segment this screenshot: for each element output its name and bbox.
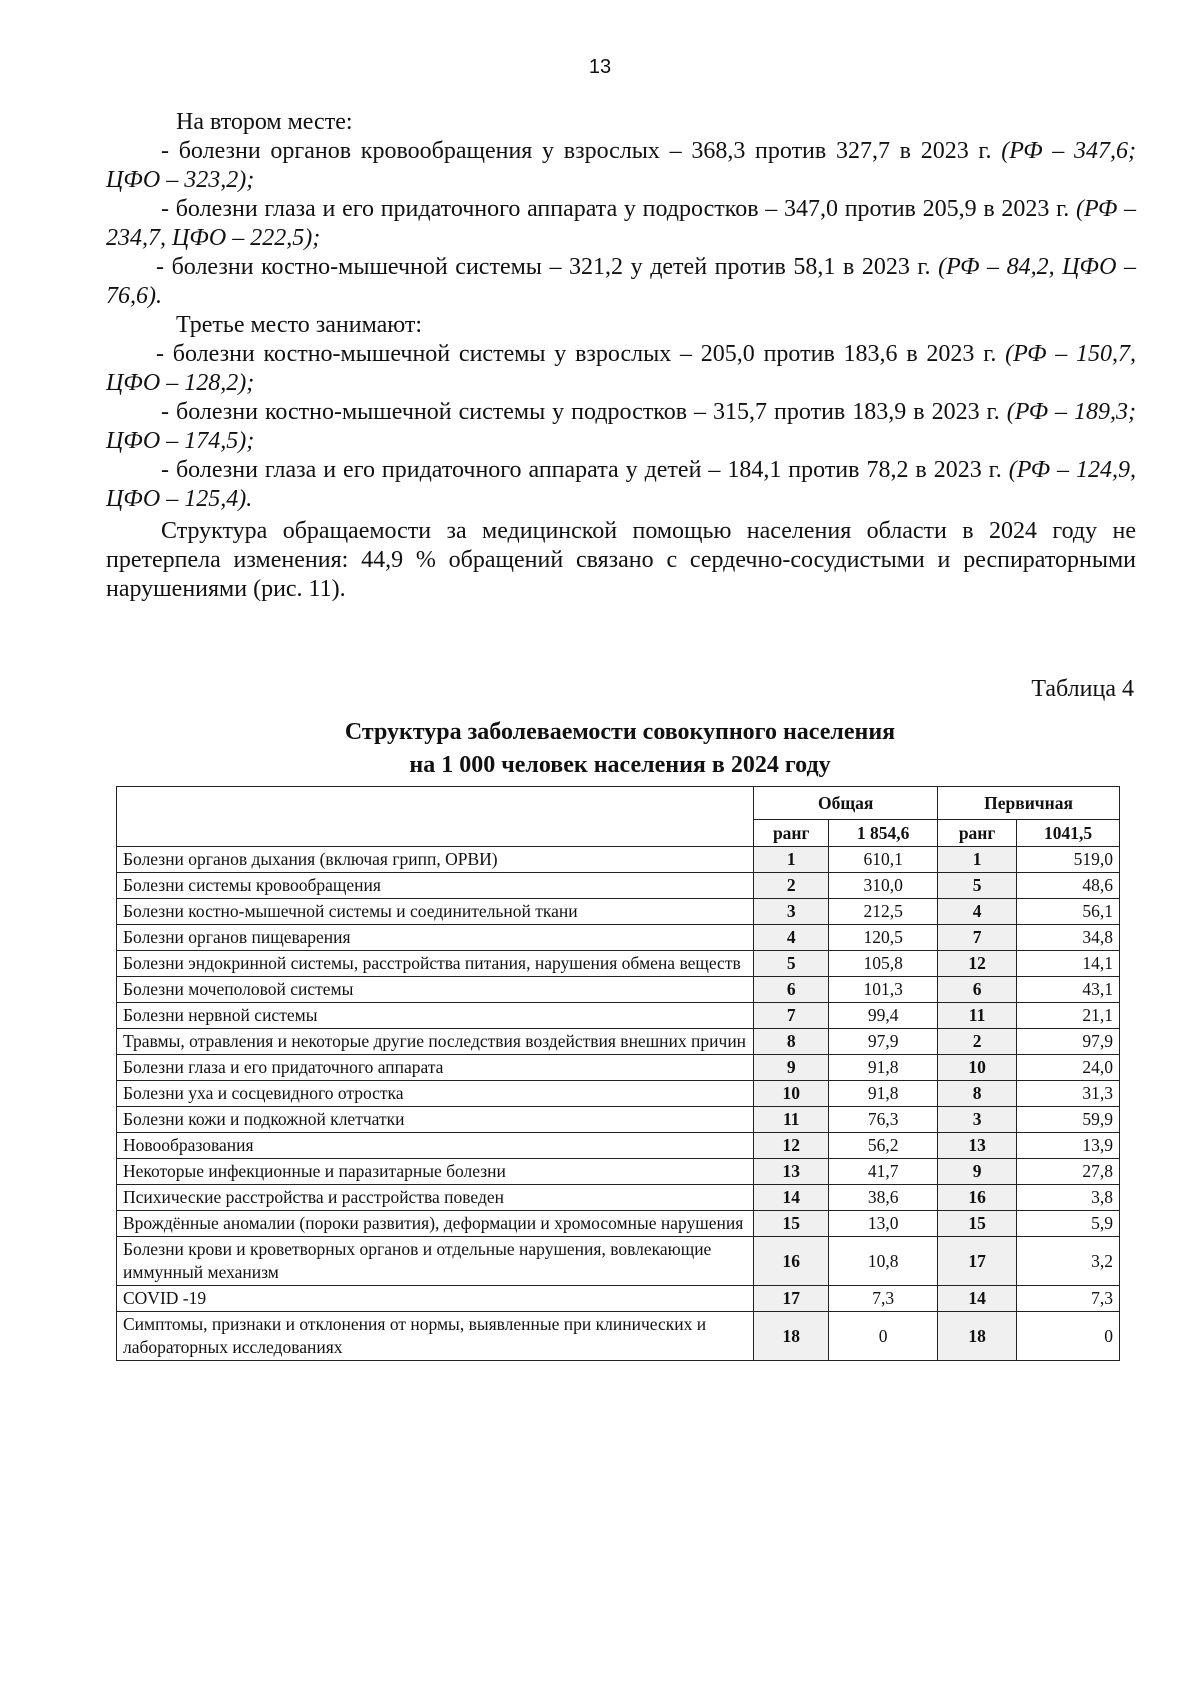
header-primary: Первичная xyxy=(938,787,1120,820)
cell-value-general: 13,0 xyxy=(829,1211,938,1237)
table-row xyxy=(117,1055,1120,1081)
table-row xyxy=(117,1107,1120,1133)
item-comparison: (РФ – 84,2, ЦФО – 76,6). xyxy=(106,254,1136,309)
table-row xyxy=(117,1185,1120,1211)
cell-disease-name: Болезни мочеполовой системы xyxy=(117,977,754,1003)
cell-rank-general: 6 xyxy=(754,977,829,1003)
table-body xyxy=(117,847,1120,1361)
cell-rank-primary: 12 xyxy=(938,951,1017,977)
cell-value-primary: 48,6 xyxy=(1017,873,1120,899)
cell-rank-primary: 11 xyxy=(938,1003,1017,1029)
table-row xyxy=(117,873,1120,899)
cell-value-general: 76,3 xyxy=(829,1107,938,1133)
cell-rank-primary: 3 xyxy=(938,1107,1017,1133)
cell-rank-general: 10 xyxy=(754,1081,829,1107)
item-text: - болезни глаза и его придаточного аппарата у подростков – 347,0 против 205,9 в 2023 г. xyxy=(161,196,1076,222)
cell-disease-name: Болезни кожи и подкожной клетчатки xyxy=(117,1107,754,1133)
header-rank-general: ранг xyxy=(754,820,829,847)
cell-rank-primary: 4 xyxy=(938,899,1017,925)
paragraph-item xyxy=(106,137,1136,195)
cell-value-general: 101,3 xyxy=(829,977,938,1003)
header-blank xyxy=(117,787,754,847)
cell-value-general: 41,7 xyxy=(829,1159,938,1185)
cell-rank-general: 2 xyxy=(754,873,829,899)
item-text: - болезни органов кровообращения у взрослых – 368,3 против 327,7 в 2023 г. xyxy=(161,138,1002,164)
cell-value-general: 56,2 xyxy=(829,1133,938,1159)
cell-rank-general: 8 xyxy=(754,1029,829,1055)
cell-value-general: 610,1 xyxy=(829,847,938,873)
cell-disease-name: Болезни костно-мышечной системы и соединительной ткани xyxy=(117,899,754,925)
cell-disease-name: Травмы, отравления и некоторые другие последствия воздействия внешних причин xyxy=(117,1029,754,1055)
cell-value-general: 97,9 xyxy=(829,1029,938,1055)
cell-disease-name: Болезни уха и сосцевидного отростка xyxy=(117,1081,754,1107)
cell-value-general: 0 xyxy=(829,1312,938,1361)
table-row xyxy=(117,977,1120,1003)
table-title-line: на 1 000 человек населения в 2024 году xyxy=(409,752,831,778)
item-comparison: (РФ – 189,3; ЦФО – 174,5); xyxy=(106,399,1136,454)
cell-value-primary: 519,0 xyxy=(1017,847,1120,873)
cell-rank-primary: 18 xyxy=(938,1312,1017,1361)
cell-rank-general: 1 xyxy=(754,847,829,873)
cell-value-primary: 5,9 xyxy=(1017,1211,1120,1237)
page-number: 13 xyxy=(588,56,612,78)
cell-rank-general: 14 xyxy=(754,1185,829,1211)
cell-value-general: 105,8 xyxy=(829,951,938,977)
cell-value-primary: 43,1 xyxy=(1017,977,1120,1003)
cell-rank-general: 17 xyxy=(754,1286,829,1312)
cell-value-primary: 56,1 xyxy=(1017,899,1120,925)
paragraph-item xyxy=(106,340,1136,398)
table-row xyxy=(117,1237,1120,1286)
cell-value-primary: 3,2 xyxy=(1017,1237,1120,1286)
item-comparison: (РФ – 347,6; ЦФО – 323,2); xyxy=(106,138,1136,193)
cell-value-general: 38,6 xyxy=(829,1185,938,1211)
cell-value-primary: 34,8 xyxy=(1017,925,1120,951)
cell-rank-primary: 16 xyxy=(938,1185,1017,1211)
item-text: - болезни глаза и его придаточного аппарата у детей – 184,1 против 78,2 в 2023 г. xyxy=(161,457,1009,483)
item-text: - болезни костно-мышечной системы у подростков – 315,7 против 183,9 в 2023 г. xyxy=(161,399,1007,425)
cell-value-primary: 3,8 xyxy=(1017,1185,1120,1211)
cell-rank-general: 16 xyxy=(754,1237,829,1286)
item-comparison: (РФ – 124,9, ЦФО – 125,4). xyxy=(106,457,1136,512)
header-total-primary: 1041,5 xyxy=(1017,820,1120,847)
cell-disease-name: Врождённые аномалии (пороки развития), деформации и хромосомные нарушения xyxy=(117,1211,754,1237)
cell-rank-primary: 5 xyxy=(938,873,1017,899)
body-text xyxy=(106,108,1136,604)
cell-value-primary: 0 xyxy=(1017,1312,1120,1361)
item-text: - болезни костно-мышечной системы – 321,2 у детей против 58,1 в 2023 г. xyxy=(156,254,939,280)
table-row xyxy=(117,1003,1120,1029)
header-rank-primary: ранг xyxy=(938,820,1017,847)
cell-rank-primary: 14 xyxy=(938,1286,1017,1312)
cell-rank-general: 15 xyxy=(754,1211,829,1237)
cell-value-primary: 27,8 xyxy=(1017,1159,1120,1185)
cell-value-general: 99,4 xyxy=(829,1003,938,1029)
cell-disease-name: COVID -19 xyxy=(117,1286,754,1312)
table-row xyxy=(117,925,1120,951)
paragraph-structure: Структура обращаемости за медицинской помощью населения области в 2024 году не претерпела изменения: 44,9 % обращений связано с сердечно-сосудистыми и респираторными нарушениями (рис. 11). xyxy=(106,518,1136,602)
table-row xyxy=(117,1159,1120,1185)
cell-disease-name: Болезни системы кровообращения xyxy=(117,873,754,899)
table-title-line: Структура заболеваемости совокупного населения xyxy=(344,719,896,745)
cell-value-general: 91,8 xyxy=(829,1081,938,1107)
cell-disease-name: Болезни органов пищеварения xyxy=(117,925,754,951)
paragraph-item xyxy=(106,398,1136,456)
table-row xyxy=(117,899,1120,925)
cell-rank-general: 5 xyxy=(754,951,829,977)
table-header-row xyxy=(117,787,1120,820)
header-total-general: 1 854,6 xyxy=(829,820,938,847)
paragraph-item xyxy=(106,253,1136,311)
cell-rank-general: 9 xyxy=(754,1055,829,1081)
cell-rank-general: 13 xyxy=(754,1159,829,1185)
table-title xyxy=(0,716,1200,782)
cell-value-general: 91,8 xyxy=(829,1055,938,1081)
cell-disease-name: Некоторые инфекционные и паразитарные болезни xyxy=(117,1159,754,1185)
morbidity-table xyxy=(116,786,1120,1361)
cell-value-general: 7,3 xyxy=(829,1286,938,1312)
cell-rank-primary: 8 xyxy=(938,1081,1017,1107)
cell-rank-primary: 1 xyxy=(938,847,1017,873)
table-row xyxy=(117,1286,1120,1312)
cell-disease-name: Болезни глаза и его придаточного аппарата xyxy=(117,1055,754,1081)
cell-disease-name: Новообразования xyxy=(117,1133,754,1159)
cell-rank-general: 3 xyxy=(754,899,829,925)
cell-value-primary: 31,3 xyxy=(1017,1081,1120,1107)
cell-value-primary: 14,1 xyxy=(1017,951,1120,977)
table-row xyxy=(117,1211,1120,1237)
cell-disease-name: Психические расстройства и расстройства поведен xyxy=(117,1185,754,1211)
cell-value-primary: 59,9 xyxy=(1017,1107,1120,1133)
cell-disease-name: Болезни крови и кроветворных органов и отдельные нарушения, вовлекающие иммунный механизм xyxy=(117,1237,754,1286)
cell-rank-primary: 17 xyxy=(938,1237,1017,1286)
cell-rank-primary: 2 xyxy=(938,1029,1017,1055)
cell-rank-general: 18 xyxy=(754,1312,829,1361)
cell-value-primary: 21,1 xyxy=(1017,1003,1120,1029)
cell-rank-general: 7 xyxy=(754,1003,829,1029)
table-row xyxy=(117,1133,1120,1159)
cell-rank-general: 12 xyxy=(754,1133,829,1159)
table-label: Таблица 4 xyxy=(1031,676,1134,702)
cell-rank-general: 11 xyxy=(754,1107,829,1133)
item-text: - болезни костно-мышечной системы у взрослых – 205,0 против 183,6 в 2023 г. xyxy=(156,341,1006,367)
paragraph-item xyxy=(106,456,1136,514)
cell-rank-general: 4 xyxy=(754,925,829,951)
table-row xyxy=(117,847,1120,873)
cell-rank-primary: 9 xyxy=(938,1159,1017,1185)
cell-value-primary: 97,9 xyxy=(1017,1029,1120,1055)
paragraph-second-place: На втором месте: xyxy=(176,109,353,135)
table-row xyxy=(117,951,1120,977)
cell-rank-primary: 7 xyxy=(938,925,1017,951)
cell-value-primary: 24,0 xyxy=(1017,1055,1120,1081)
cell-rank-primary: 15 xyxy=(938,1211,1017,1237)
cell-disease-name: Болезни эндокринной системы, расстройства питания, нарушения обмена веществ xyxy=(117,951,754,977)
cell-value-primary: 7,3 xyxy=(1017,1286,1120,1312)
cell-disease-name: Болезни органов дыхания (включая грипп, ОРВИ) xyxy=(117,847,754,873)
cell-rank-primary: 13 xyxy=(938,1133,1017,1159)
item-comparison: (РФ – 150,7, ЦФО – 128,2); xyxy=(106,341,1137,396)
cell-disease-name: Болезни нервной системы xyxy=(117,1003,754,1029)
paragraph-item xyxy=(106,195,1136,253)
cell-value-general: 120,5 xyxy=(829,925,938,951)
item-comparison: (РФ – 234,7, ЦФО – 222,5); xyxy=(106,196,1136,251)
cell-value-primary: 13,9 xyxy=(1017,1133,1120,1159)
cell-rank-primary: 6 xyxy=(938,977,1017,1003)
cell-value-general: 212,5 xyxy=(829,899,938,925)
paragraph-third-place: Третье место занимают: xyxy=(176,312,423,338)
header-general: Общая xyxy=(754,787,938,820)
table-row xyxy=(117,1081,1120,1107)
cell-value-general: 10,8 xyxy=(829,1237,938,1286)
cell-disease-name: Симптомы, признаки и отклонения от нормы, выявленные при клинических и лабораторных исследованиях xyxy=(117,1312,754,1361)
table-row xyxy=(117,1312,1120,1361)
table-row xyxy=(117,1029,1120,1055)
cell-value-general: 310,0 xyxy=(829,873,938,899)
cell-rank-primary: 10 xyxy=(938,1055,1017,1081)
